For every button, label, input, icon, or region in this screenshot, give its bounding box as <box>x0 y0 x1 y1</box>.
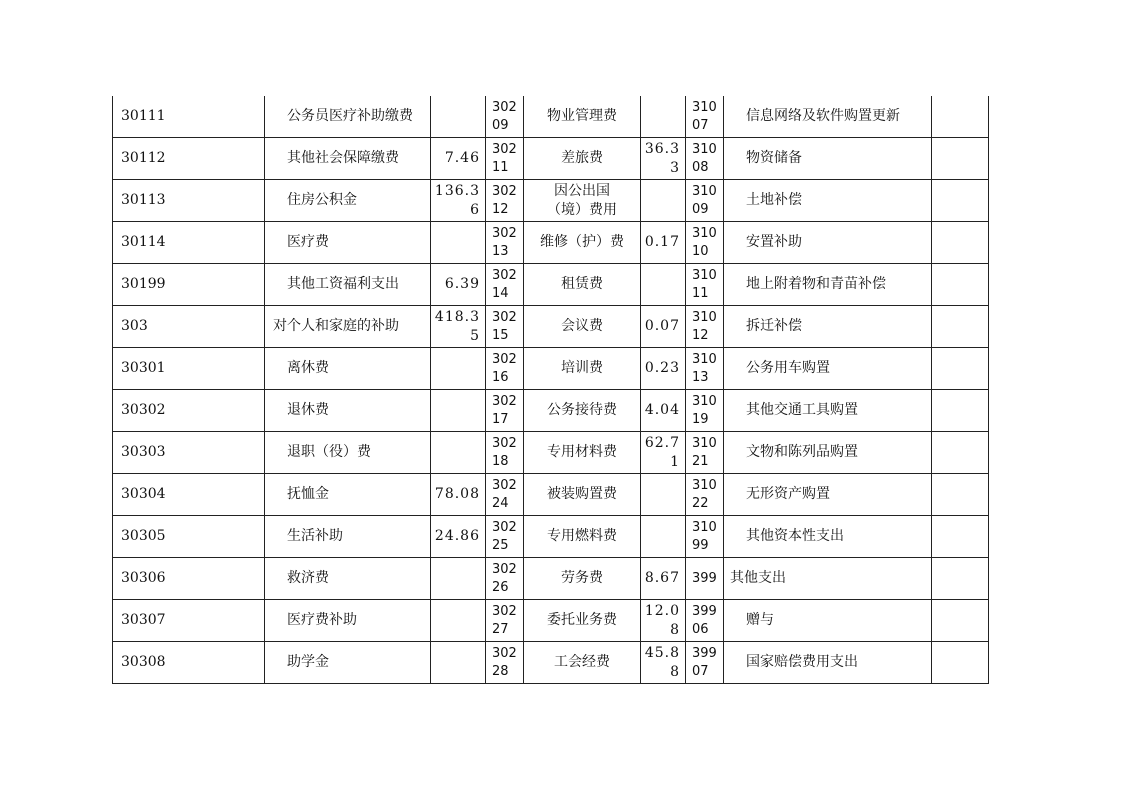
amount-cell <box>932 474 989 516</box>
item-name-cell: 救济费 <box>265 558 431 600</box>
table-row <box>113 222 989 264</box>
amount-cell <box>932 390 989 432</box>
item-name-cell: 公务用车购置 <box>724 348 932 390</box>
economic-code-cell: 310 21 <box>686 432 724 474</box>
economic-code-cell: 302 15 <box>486 306 524 348</box>
amount-cell: 0.23 <box>641 348 686 390</box>
economic-code-cell: 310 09 <box>686 180 724 222</box>
amount-cell: 6.39 <box>431 264 486 306</box>
economic-code-cell: 30114 <box>113 222 265 264</box>
amount-cell <box>431 600 486 642</box>
economic-code-cell: 30305 <box>113 516 265 558</box>
item-name-cell: 劳务费 <box>524 558 641 600</box>
item-name-cell: 住房公积金 <box>265 180 431 222</box>
economic-code-cell: 310 07 <box>686 96 724 138</box>
economic-code-cell: 30302 <box>113 390 265 432</box>
economic-code-cell: 399 06 <box>686 600 724 642</box>
item-name-cell: 其他社会保障缴费 <box>265 138 431 180</box>
amount-cell <box>431 222 486 264</box>
item-name-cell: 专用材料费 <box>524 432 641 474</box>
table-row <box>113 474 989 516</box>
economic-code-cell: 30301 <box>113 348 265 390</box>
economic-code-cell: 302 26 <box>486 558 524 600</box>
amount-cell: 12.0 8 <box>641 600 686 642</box>
table-row <box>113 642 989 684</box>
economic-code-cell: 302 11 <box>486 138 524 180</box>
economic-code-cell: 30304 <box>113 474 265 516</box>
item-name-cell: 培训费 <box>524 348 641 390</box>
amount-cell <box>431 348 486 390</box>
table-row <box>113 600 989 642</box>
amount-cell <box>932 558 989 600</box>
economic-code-cell: 30303 <box>113 432 265 474</box>
table-body <box>113 96 989 684</box>
amount-cell <box>641 474 686 516</box>
amount-cell: 4.04 <box>641 390 686 432</box>
amount-cell <box>932 348 989 390</box>
economic-code-cell: 310 08 <box>686 138 724 180</box>
amount-cell <box>932 642 989 684</box>
item-name-cell: 其他工资福利支出 <box>265 264 431 306</box>
item-name-cell: 会议费 <box>524 306 641 348</box>
economic-code-cell: 310 12 <box>686 306 724 348</box>
table-row <box>113 390 989 432</box>
amount-cell: 78.08 <box>431 474 486 516</box>
amount-cell: 7.46 <box>431 138 486 180</box>
item-name-cell: 赠与 <box>724 600 932 642</box>
item-name-cell: 土地补偿 <box>724 180 932 222</box>
amount-cell: 136.3 6 <box>431 180 486 222</box>
item-name-cell: 离休费 <box>265 348 431 390</box>
table-row <box>113 348 989 390</box>
economic-code-cell: 30308 <box>113 642 265 684</box>
economic-code-cell: 302 27 <box>486 600 524 642</box>
amount-cell <box>932 180 989 222</box>
economic-code-cell: 302 25 <box>486 516 524 558</box>
amount-cell: 0.17 <box>641 222 686 264</box>
economic-code-cell: 310 11 <box>686 264 724 306</box>
amount-cell <box>932 96 989 138</box>
table-row <box>113 96 989 138</box>
economic-code-cell: 303 <box>113 306 265 348</box>
item-name-cell: 其他资本性支出 <box>724 516 932 558</box>
item-name-cell: 医疗费 <box>265 222 431 264</box>
amount-cell <box>641 516 686 558</box>
expenditure-table <box>112 96 989 684</box>
item-name-cell: 物业管理费 <box>524 96 641 138</box>
economic-code-cell: 302 09 <box>486 96 524 138</box>
item-name-cell: 委托业务费 <box>524 600 641 642</box>
economic-code-cell: 310 19 <box>686 390 724 432</box>
economic-code-cell: 302 16 <box>486 348 524 390</box>
amount-cell <box>932 516 989 558</box>
item-name-cell: 文物和陈列品购置 <box>724 432 932 474</box>
item-name-cell: 信息网络及软件购置更新 <box>724 96 932 138</box>
amount-cell: 24.86 <box>431 516 486 558</box>
economic-code-cell: 302 17 <box>486 390 524 432</box>
item-name-cell: 公务员医疗补助缴费 <box>265 96 431 138</box>
item-name-cell: 工会经费 <box>524 642 641 684</box>
economic-code-cell: 30307 <box>113 600 265 642</box>
table-row <box>113 264 989 306</box>
amount-cell <box>932 264 989 306</box>
amount-cell <box>641 264 686 306</box>
economic-code-cell: 30199 <box>113 264 265 306</box>
amount-cell <box>932 138 989 180</box>
item-name-cell: 无形资产购置 <box>724 474 932 516</box>
amount-cell <box>431 390 486 432</box>
item-name-cell: 维修（护）费 <box>524 222 641 264</box>
item-name-cell: 拆迁补偿 <box>724 306 932 348</box>
economic-code-cell: 30111 <box>113 96 265 138</box>
amount-cell: 8.67 <box>641 558 686 600</box>
economic-code-cell: 399 07 <box>686 642 724 684</box>
table-row <box>113 516 989 558</box>
table-row <box>113 138 989 180</box>
item-name-cell: 租赁费 <box>524 264 641 306</box>
economic-code-cell: 302 12 <box>486 180 524 222</box>
item-name-cell: 医疗费补助 <box>265 600 431 642</box>
economic-code-cell: 310 22 <box>686 474 724 516</box>
item-name-cell: 差旅费 <box>524 138 641 180</box>
amount-cell <box>641 96 686 138</box>
item-name-cell: 助学金 <box>265 642 431 684</box>
amount-cell <box>932 306 989 348</box>
economic-code-cell: 302 24 <box>486 474 524 516</box>
amount-cell <box>431 96 486 138</box>
economic-code-cell: 302 14 <box>486 264 524 306</box>
amount-cell: 36.3 3 <box>641 138 686 180</box>
item-name-cell: 生活补助 <box>265 516 431 558</box>
item-name-cell: 退职（役）费 <box>265 432 431 474</box>
table-row <box>113 180 989 222</box>
amount-cell <box>431 642 486 684</box>
table-row <box>113 306 989 348</box>
item-name-cell: 被装购置费 <box>524 474 641 516</box>
economic-code-cell: 302 13 <box>486 222 524 264</box>
amount-cell: 62.7 1 <box>641 432 686 474</box>
amount-cell <box>641 180 686 222</box>
amount-cell <box>431 432 486 474</box>
item-name-cell: 其他交通工具购置 <box>724 390 932 432</box>
economic-code-cell: 30306 <box>113 558 265 600</box>
economic-code-cell: 310 13 <box>686 348 724 390</box>
amount-cell: 45.8 8 <box>641 642 686 684</box>
item-name-cell: 国家赔偿费用支出 <box>724 642 932 684</box>
economic-code-cell: 310 99 <box>686 516 724 558</box>
amount-cell: 418.3 5 <box>431 306 486 348</box>
economic-code-cell: 310 10 <box>686 222 724 264</box>
amount-cell <box>932 432 989 474</box>
economic-code-cell: 30112 <box>113 138 265 180</box>
table-row <box>113 558 989 600</box>
item-name-cell: 安置补助 <box>724 222 932 264</box>
item-name-cell: 退休费 <box>265 390 431 432</box>
economic-code-cell: 302 18 <box>486 432 524 474</box>
amount-cell <box>431 558 486 600</box>
amount-cell: 0.07 <box>641 306 686 348</box>
item-name-cell: 物资储备 <box>724 138 932 180</box>
item-name-cell: 公务接待费 <box>524 390 641 432</box>
item-name-cell: 抚恤金 <box>265 474 431 516</box>
economic-code-cell: 30113 <box>113 180 265 222</box>
item-name-cell: 专用燃料费 <box>524 516 641 558</box>
amount-cell <box>932 600 989 642</box>
amount-cell <box>932 222 989 264</box>
table-row <box>113 432 989 474</box>
item-name-cell: 地上附着物和青苗补偿 <box>724 264 932 306</box>
economic-code-cell: 302 28 <box>486 642 524 684</box>
item-name-cell: 对个人和家庭的补助 <box>265 306 431 348</box>
economic-code-cell: 399 <box>686 558 724 600</box>
item-name-cell: 因公出国 （境）费用 <box>524 180 641 222</box>
item-name-cell: 其他支出 <box>724 558 932 600</box>
